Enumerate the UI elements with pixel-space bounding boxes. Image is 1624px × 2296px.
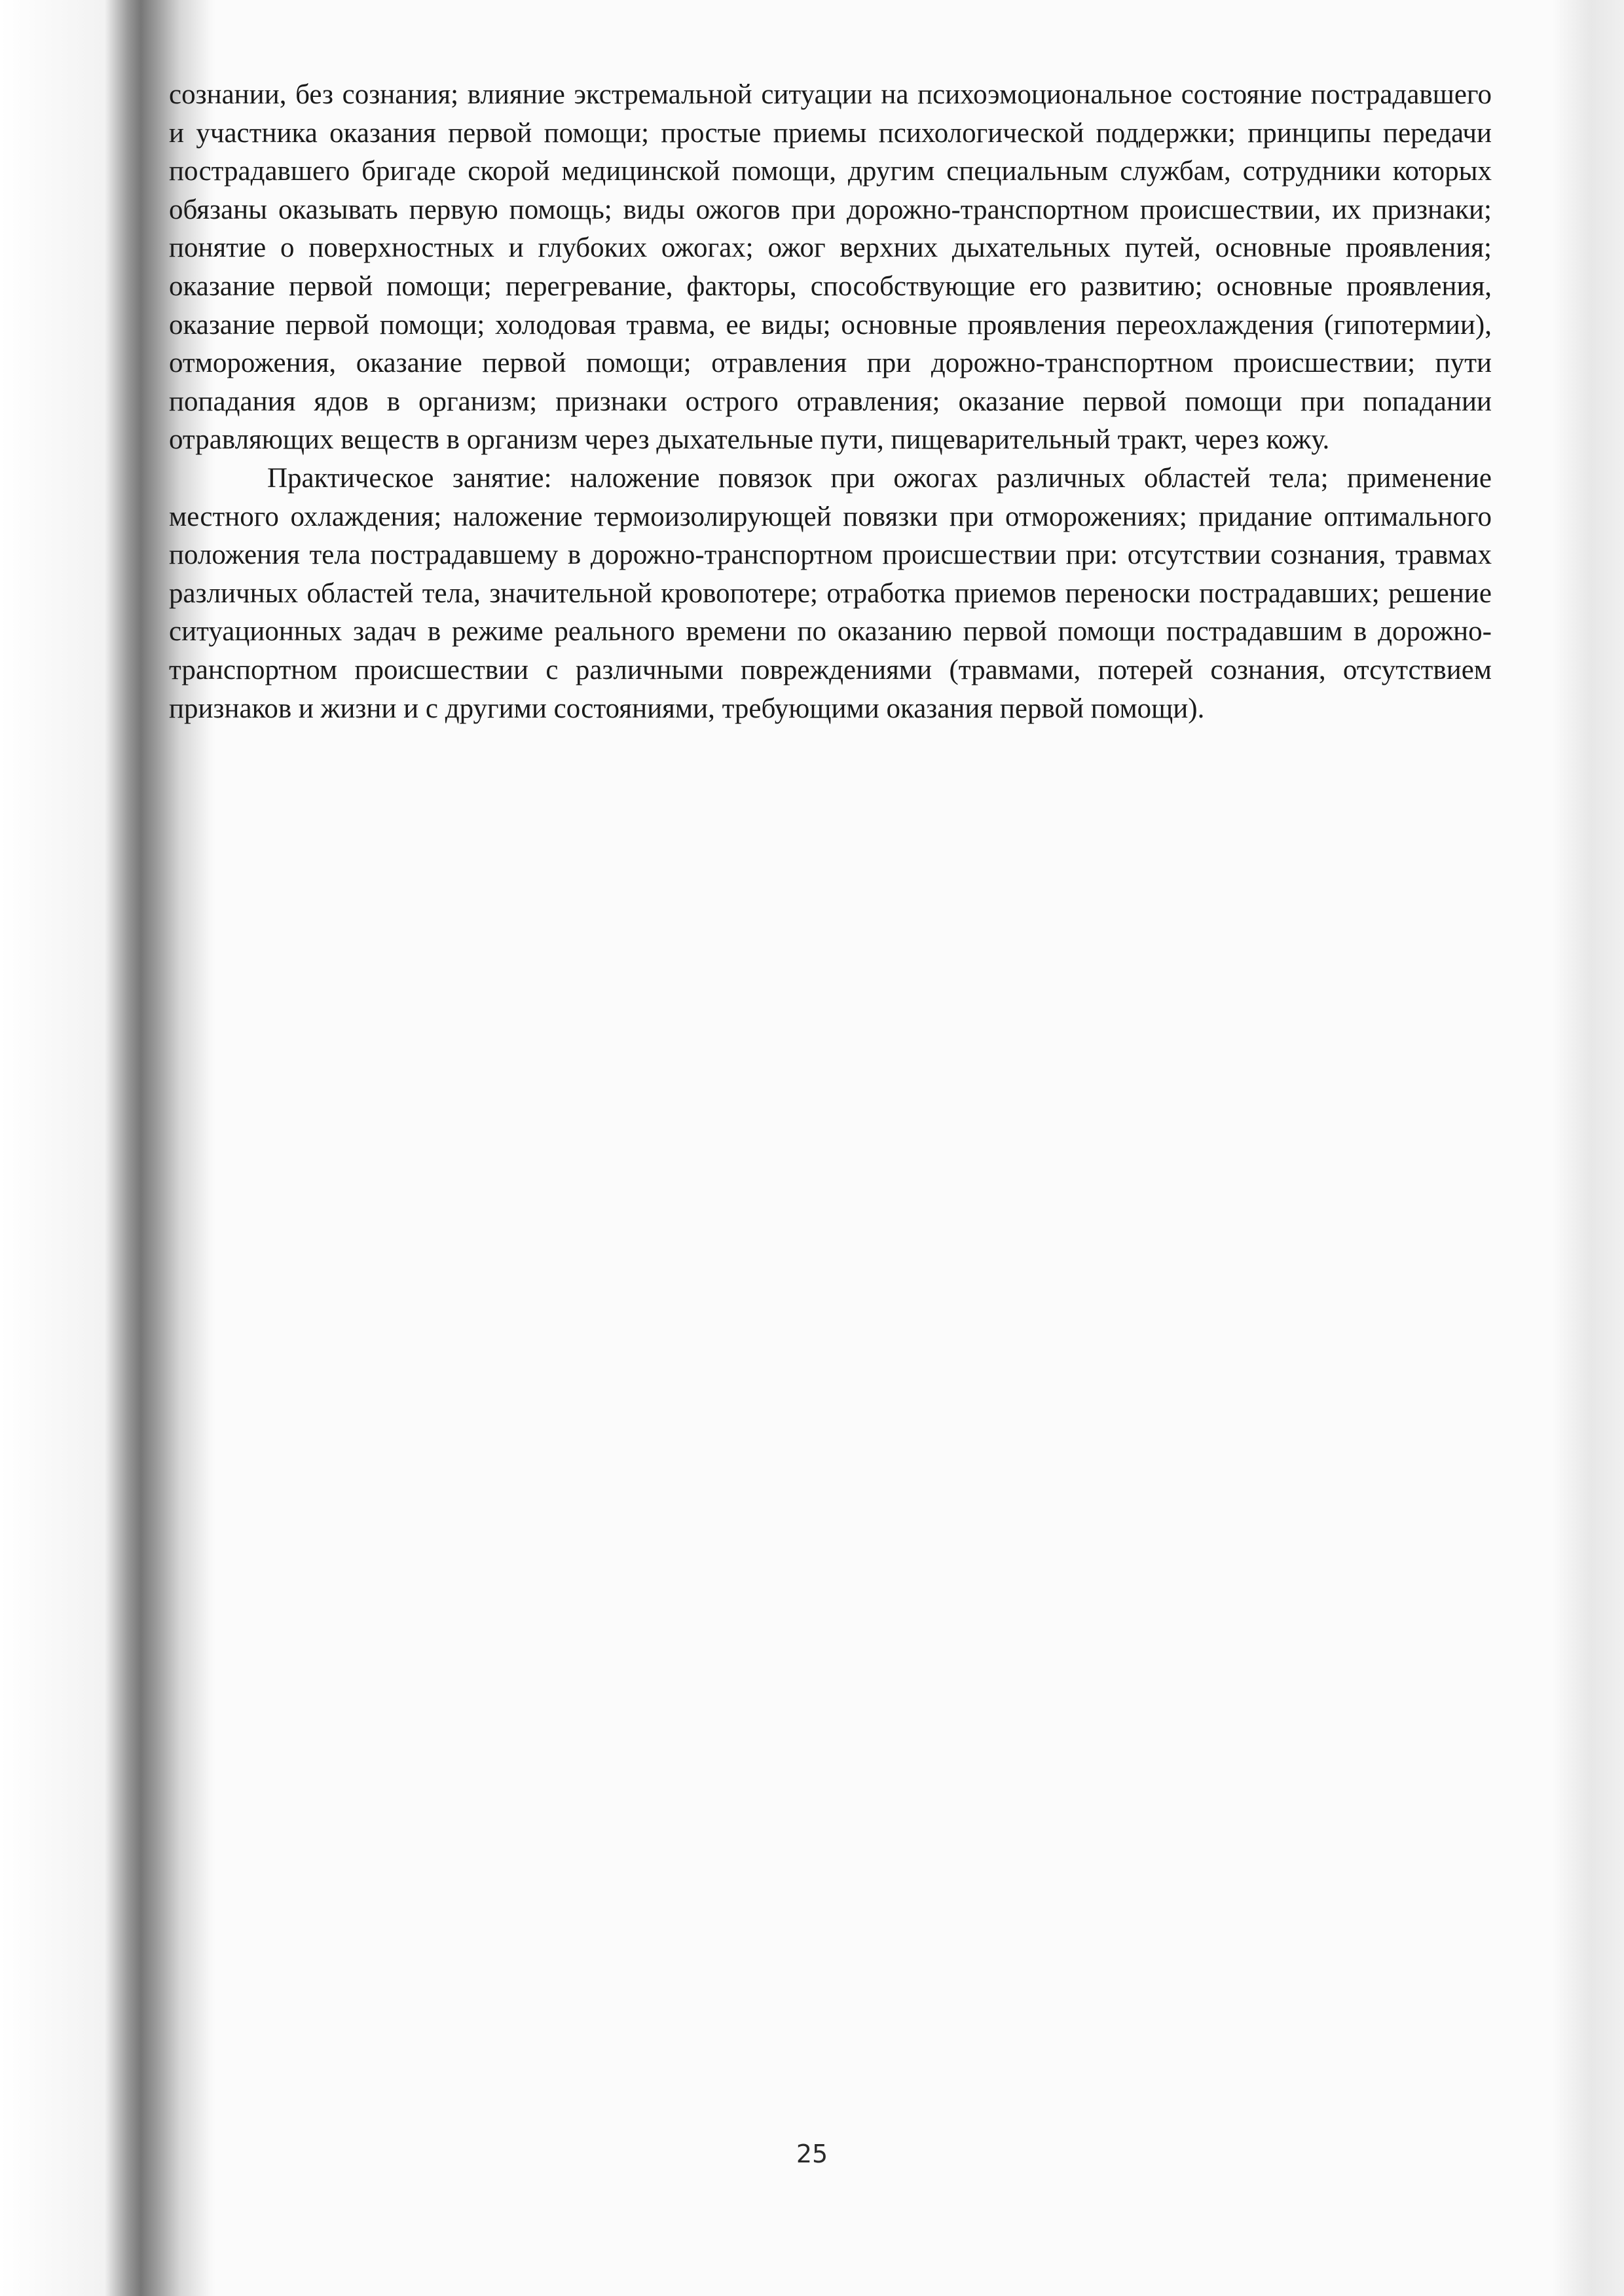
- page-edge-shadow: [1552, 0, 1624, 2296]
- body-text: [169, 76, 1492, 728]
- paragraph-continuation: сознании, без сознания; влияние экстремальной ситуации на психоэмоциональное состояние пострадавшего и участника оказания первой помощи; простые приемы психологической поддержки; принципы передачи пострадавшего бригаде скорой медицинской помощи, другим специальным службам, сотрудники которых обязаны оказывать первую помощь; виды ожогов при дорожно-транспортном происшествии, их признаки; понятие о поверхностных и глубоких ожогах; ожог верхних дыхательных путей, основные проявления; оказание первой помощи; перегревание, факторы, способствующие его развитию; основные проявления, оказание первой помощи; холодовая травма, ее виды; основные проявления переохлаждения (гипотермии), отморожения, оказание первой помощи; отравления при дорожно-транспортном происшествии; пути попадания ядов в организм; признаки острого отравления; оказание первой помощи при попадании отравляющих веществ в организм через дыхательные пути, пищеварительный тракт, через кожу.: [169, 79, 1492, 456]
- page-number: 25: [796, 2140, 828, 2168]
- paragraph-practical-lesson: Практическое занятие: наложение повязок при ожогах различных областей тела; применение местного охлаждения; наложение термоизолирующей повязки при отморожениях; придание оптимального положения тела пострадавшему в дорожно-транспортном происшествии при: отсутствии сознания, травмах различных областей тела, значительной кровопотере; отработка приемов переноски пострадавших; решение ситуационных задач в режиме реального времени по оказанию первой помощи пострадавшим в дорожно-транспортном происшествии с различными повреждениями (травмами, потерей сознания, отсутствием признаков и жизни и с другими состояниями, требующими оказания первой помощи).: [169, 462, 1492, 724]
